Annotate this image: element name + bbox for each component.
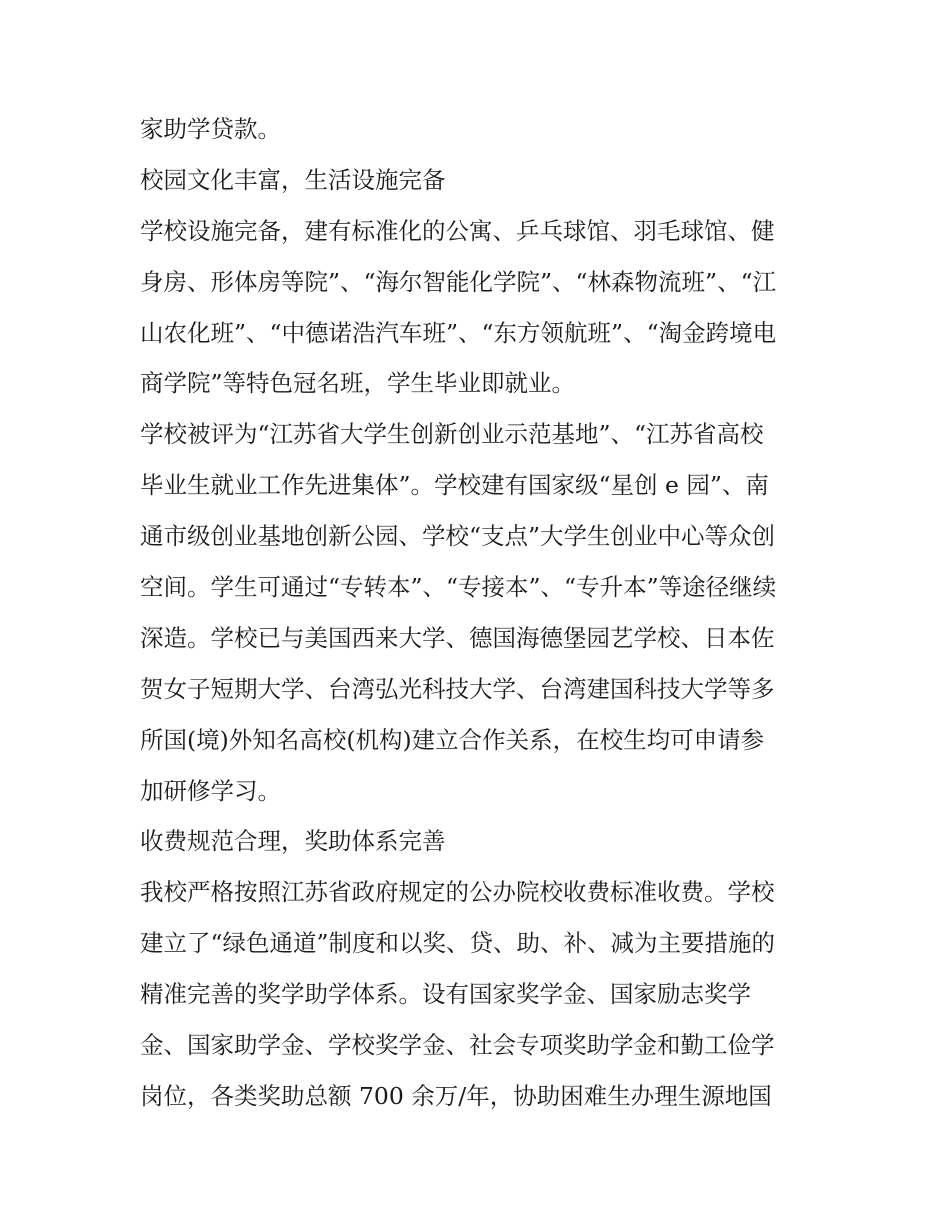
text-line: 山农化班”、“中德诺浩汽车班”、“东方领航班”、“淘金跨境电 xyxy=(140,318,777,347)
text-line: 岗位，各类奖助总额 700 余万/年，协助困难生办理生源地国 xyxy=(140,1081,772,1110)
text-line: 贺女子短期大学、台湾弘光科技大学、台湾建国科技大学等多 xyxy=(140,674,775,703)
body-paragraph xyxy=(140,409,815,816)
text-line: 校园文化丰富，生活设施完备 xyxy=(140,165,446,194)
text-line: 收费规范合理，奖助体系完善 xyxy=(140,827,446,856)
text-line: 商学院”等特色冠名班，学生毕业即就业。 xyxy=(140,369,576,398)
text-line: 家助学贷款。 xyxy=(140,115,281,143)
body-paragraph xyxy=(140,867,815,1121)
text-line: 通市级创业基地创新公园、学校“支点”大学生创业中心等众创 xyxy=(140,522,776,551)
text-line: 学校设施完备，建有标准化的公寓、乒乓球馆、羽毛球馆、健 xyxy=(140,216,775,245)
text-line: 身房、形体房等院”、“海尔智能化学院”、“林森物流班”、“江 xyxy=(140,267,777,296)
body-paragraph xyxy=(140,104,815,155)
text-line: 建立了“绿色通道”制度和以奖、贷、助、补、减为主要措施的 xyxy=(140,929,776,958)
text-line: 精准完善的奖学助学体系。设有国家奖学金、国家励志奖学 xyxy=(140,980,751,1009)
text-line: 深造。学校已与美国西来大学、德国海德堡园艺学校、日本佐 xyxy=(140,623,775,652)
text-line: 学校被评为“江苏省大学生创新创业示范基地”、“江苏省高校 xyxy=(140,420,764,449)
section-heading xyxy=(140,155,815,206)
text-line: 所国(境)外知名高校(机构)建立合作关系，在校生均可申请参 xyxy=(140,725,765,754)
text-line: 空间。学生可通过“专转本”、“专接本”、“专升本”等途径继续 xyxy=(140,573,777,602)
text-line: 我校严格按照江苏省政府规定的公办院校收费标准收费。学校 xyxy=(140,878,775,907)
text-line: 金、国家助学金、学校奖学金、社会专项奖助学金和勤工俭学 xyxy=(140,1031,775,1060)
body-paragraph xyxy=(140,206,815,410)
section-heading xyxy=(140,816,815,867)
document-body xyxy=(140,104,815,1122)
text-line: 加研修学习。 xyxy=(140,776,281,805)
text-line: 毕业生就业工作先进集体”。学校建有国家级“星创 e 园”、南 xyxy=(140,471,769,500)
